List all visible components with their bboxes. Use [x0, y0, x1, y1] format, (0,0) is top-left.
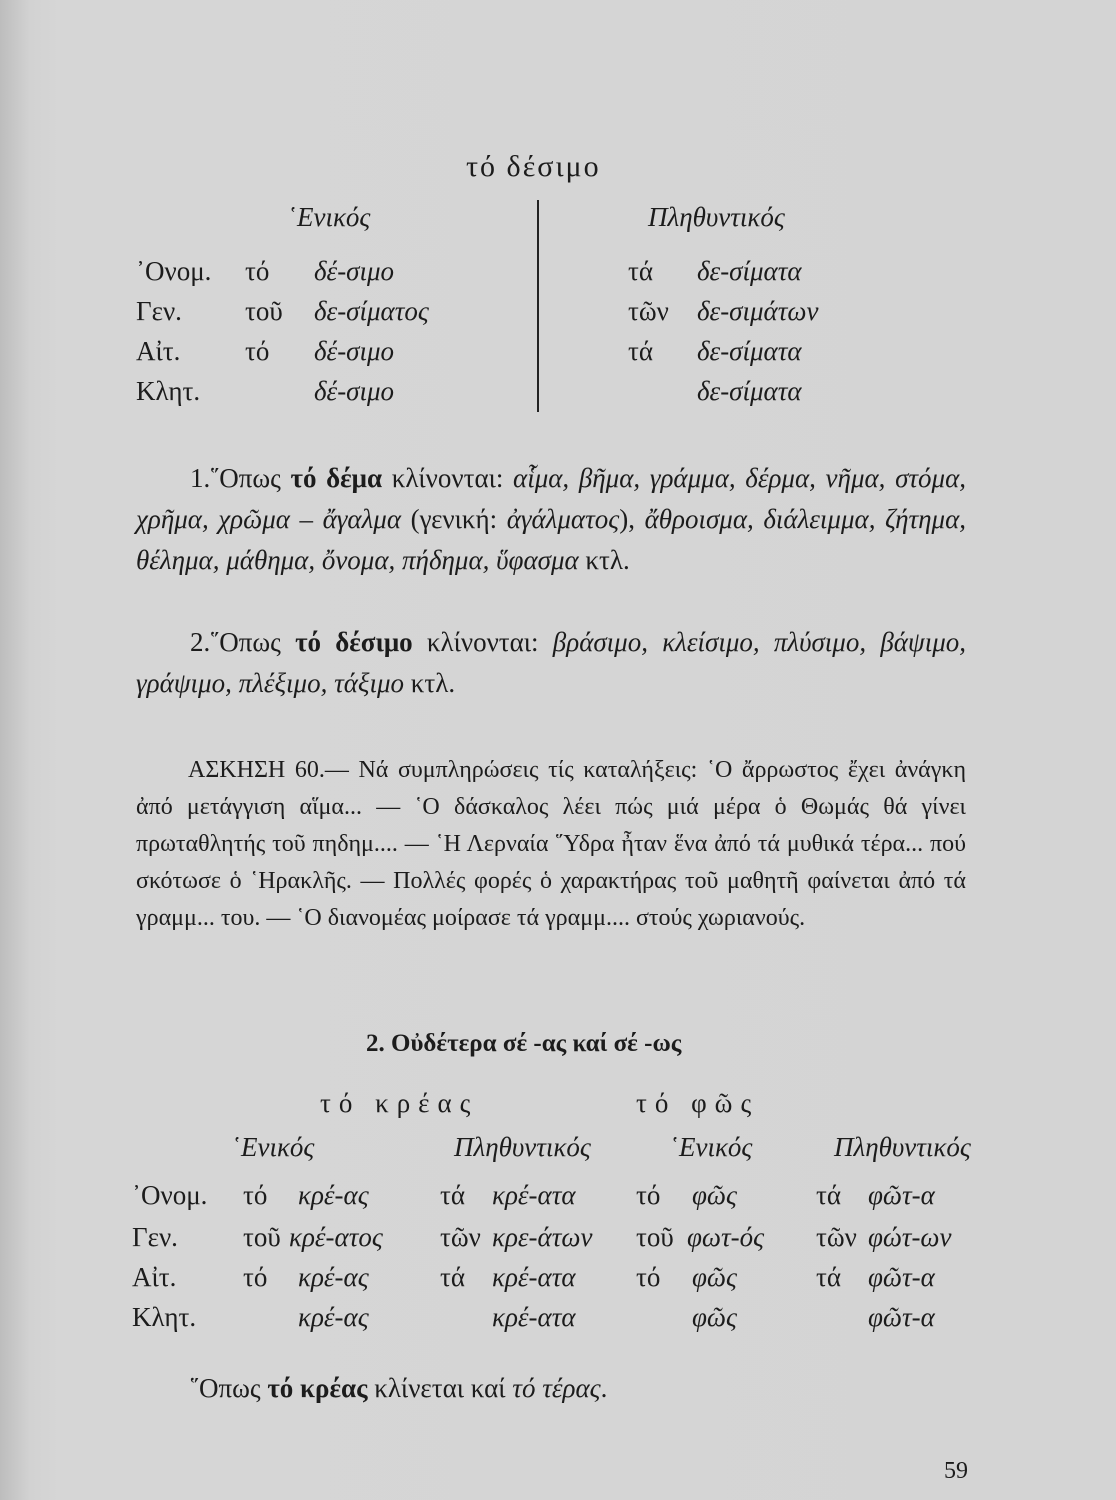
word-list-2: ἄθροισμα, διάλειμμα, ζήτημα, θέλημα, μάθημα, ὄνομα, πήδημα, ὕφασμα	[136, 504, 967, 575]
exercise-paragraph: ΑΣΚΗΣΗ 60.— Νά συμπληρώσεις τίς καταλήξεις: ῾Ο ἄρρωστος ἔχει ἀνάγκη ἀπό μετάγγιση αἵμα... — ῾Ο δάσκαλος λέει πώς μιά μέρα ὁ Θωμάς θά γίνει πρωταθλητής τοῦ πηδημ.... — ῾Η Λερναία ῞Υδρα ἦταν ἕνα ἀπό τά μυθικά τέρα... πού σκότωσε ὁ ῾Ηρακλῆς. — Πολλές φορές ὁ χαρακτήρας τοῦ μαθητῆ φαίνεται ἀπό τά γραμμ... του. — ῾Ο διανομέας μοίρασε τά γραμμ.... στούς χωριανούς.	[136, 757, 966, 931]
case-label: Γεν.	[132, 1222, 178, 1252]
rule-model-word: τό δέμα	[290, 463, 383, 493]
form: φῶτ-α	[868, 1302, 935, 1332]
table2-header-2: Πληθυντικός	[454, 1132, 591, 1162]
article: τό	[636, 1262, 661, 1292]
form: φῶς	[692, 1262, 737, 1292]
table2-word2: τό φῶς	[636, 1088, 760, 1118]
form: φωτ-ός	[687, 1222, 765, 1252]
case-label: Κλητ.	[136, 376, 201, 406]
form: δε-σιμάτων	[697, 296, 819, 326]
table1-plural-header: Πληθυντικός	[648, 202, 785, 232]
rule-verb: κλίνονται:	[391, 463, 504, 493]
rule-lead: 2.῞Οπως	[190, 627, 281, 657]
article: τῶν	[628, 296, 669, 326]
case-label: Αἰτ.	[132, 1262, 177, 1292]
table-divider	[537, 200, 539, 412]
word-list: βράσιμο, κλείσιμο, πλύσιμο, βάψιμο, γράψιμο, πλέξιμο, τάξιμο	[136, 627, 967, 698]
rule-paragraph-2	[136, 622, 966, 704]
rule-verb: κλίνονται:	[426, 627, 539, 657]
article: τά	[816, 1262, 841, 1292]
article: τά	[440, 1180, 465, 1210]
article: τά	[628, 336, 653, 366]
table1-singular-header: ῾Ενικός	[288, 202, 371, 232]
article: τοῦ	[245, 296, 283, 326]
rule-paragraph-1	[136, 458, 966, 581]
etc: κτλ.	[410, 668, 456, 698]
article: τό	[245, 336, 270, 366]
form: κρέ-ατα	[492, 1180, 576, 1210]
form: δέ-σιμο	[314, 336, 395, 366]
form: φῶς	[692, 1180, 737, 1210]
period: .	[600, 1373, 608, 1403]
form: δε-σίματα	[697, 336, 802, 366]
article: τό	[243, 1262, 268, 1292]
form: φῶτ-α	[868, 1180, 935, 1210]
article: τό	[245, 256, 270, 286]
article: τό	[636, 1180, 661, 1210]
table2-header-3: ῾Ενικός	[670, 1132, 753, 1162]
case-label: Κλητ.	[132, 1302, 197, 1332]
rule-lead: 1.῞Οπως	[190, 463, 281, 493]
form: κρέ-ατος	[289, 1222, 383, 1252]
form: κρέ-ας	[298, 1262, 369, 1292]
form: δε-σίματα	[697, 256, 802, 286]
article: τό	[243, 1180, 268, 1210]
article: τά	[440, 1262, 465, 1292]
page-number: 59	[944, 1458, 968, 1484]
rule-model-word: τό δέσιμο	[295, 627, 413, 657]
form: κρέ-ας	[298, 1180, 369, 1210]
table2-word1: τό κρέας	[320, 1088, 479, 1118]
article: τοῦ	[243, 1222, 281, 1252]
form: κρε-άτων	[492, 1222, 593, 1252]
rule-paragraph-3	[190, 1373, 607, 1404]
article: τά	[628, 256, 653, 286]
form: φῶς	[692, 1302, 737, 1332]
rule-model-word: τό κρέας	[267, 1373, 368, 1403]
form: κρέ-ατα	[492, 1302, 576, 1332]
form: δέ-σιμο	[314, 256, 395, 286]
table2-header-4: Πληθυντικός	[834, 1132, 971, 1162]
example-word: τό τέρας	[512, 1373, 601, 1403]
section-title: 2. Οὐδέτερα σέ -ας καί σέ -ως	[366, 1030, 682, 1057]
form: δε-σίματος	[314, 296, 429, 326]
form: δε-σίματα	[697, 376, 802, 406]
word-list: αἷμα, βῆμα, γράμμα, δέρμα, νῆμα, στόμα, χρῆμα, χρῶμα – ἄγαλμα	[136, 463, 967, 534]
case-label: Αἰτ.	[136, 336, 181, 366]
etc: κτλ.	[585, 545, 630, 575]
article: τά	[816, 1180, 841, 1210]
form: φῶτ-α	[868, 1262, 935, 1292]
article: τῶν	[816, 1222, 857, 1252]
article: τῶν	[440, 1222, 481, 1252]
form: κρέ-ατα	[492, 1262, 576, 1292]
rule-lead: ῞Οπως	[190, 1373, 261, 1403]
paren-close: ),	[619, 504, 635, 534]
table1-title: τό δέσιμο	[466, 150, 601, 183]
case-label: ᾿Ονομ.	[132, 1180, 208, 1210]
genitive-form: ἀγάλματος	[506, 504, 620, 534]
form: κρέ-ας	[298, 1302, 369, 1332]
form: δέ-σιμο	[314, 376, 395, 406]
paren-open: (γενική:	[410, 504, 498, 534]
case-label: ᾿Ονομ.	[136, 256, 212, 286]
table2-header-1: ῾Ενικός	[232, 1132, 315, 1162]
case-label: Γεν.	[136, 296, 182, 326]
article: τοῦ	[636, 1222, 674, 1252]
form: φώτ-ων	[868, 1222, 952, 1252]
rule-rest: κλίνεται καί	[374, 1373, 506, 1403]
